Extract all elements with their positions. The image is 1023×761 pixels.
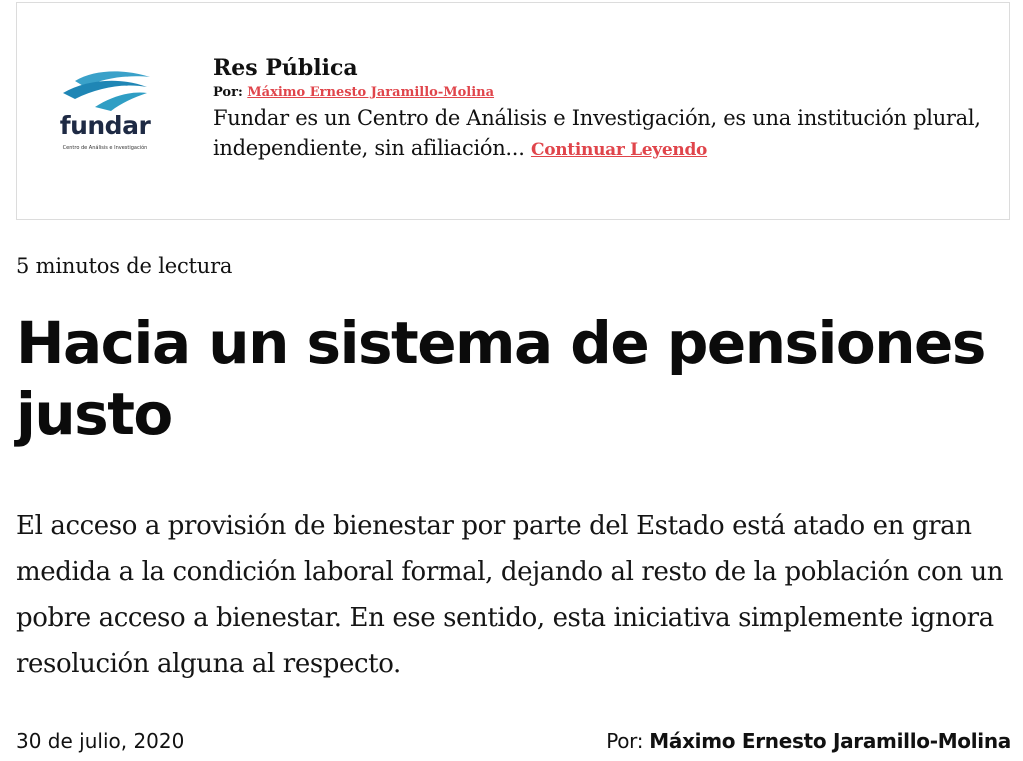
article-author <box>606 729 1011 753</box>
blog-name[interactable]: Res Pública <box>213 55 358 81</box>
article-summary: El acceso a provisión de bienestar por parte del Estado está atado en gran medida a la condición laboral formal, dejando al resto de la población con un pobre acceso a bienestar. En ese sentido, esta iniciativa simplemente ignora resolución alguna al respecto. <box>16 511 1004 679</box>
blog-description <box>213 103 993 165</box>
continue-reading-link[interactable]: Continuar Leyendo <box>530 139 708 160</box>
blog-info <box>213 55 993 165</box>
article-date: 30 de julio, 2020 <box>16 729 185 753</box>
logo-waves-icon <box>55 67 155 113</box>
logo-tagline: Centro de Análisis e Investigación <box>62 145 148 151</box>
blog-byline-prefix: Por: <box>213 85 243 101</box>
author-prefix: Por: <box>606 729 644 753</box>
blog-description-text: Fundar es un Centro de Análisis e Investigación, es una institución plural, independiente, sin afiliación... <box>213 105 981 160</box>
author-name[interactable]: Máximo Ernesto Jaramillo-Molina <box>649 729 1011 753</box>
blog-card <box>16 2 1010 220</box>
fundar-logo[interactable] <box>55 67 155 157</box>
blog-byline <box>213 85 993 101</box>
author-link[interactable]: Máximo Ernesto Jaramillo-Molina <box>247 85 495 101</box>
reading-time: 5 minutos de lectura <box>16 254 233 278</box>
article-title: Hacia un sistema de pensiones justo <box>16 309 985 448</box>
logo-wordmark: fundar <box>59 111 151 140</box>
